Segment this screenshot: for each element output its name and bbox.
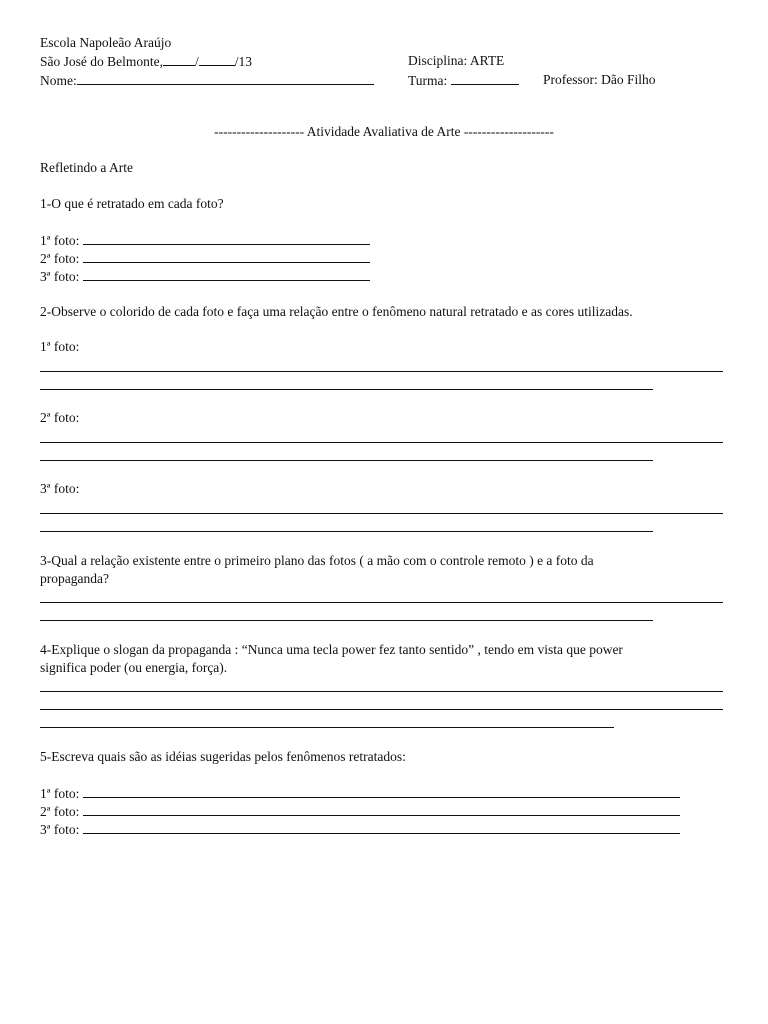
date-line [40, 54, 252, 69]
q2-answer-line[interactable] [40, 531, 653, 532]
page-title: -------------------- Atividade Avaliativa de Arte -------------------- [214, 124, 554, 139]
day-blank[interactable] [163, 54, 195, 66]
q3-answer-line[interactable] [40, 602, 723, 603]
q1-answer-3 [40, 269, 370, 284]
q3-answer-line[interactable] [40, 620, 653, 621]
month-blank[interactable] [199, 54, 235, 66]
q2-answer-line[interactable] [40, 371, 723, 372]
q4-answer-line[interactable] [40, 727, 614, 728]
question-5: 5-Escreva quais são as idéias sugeridas pelos fenômenos retratados: [40, 749, 406, 764]
q1-blank-1[interactable] [83, 233, 370, 245]
q5-blank-3[interactable] [83, 822, 680, 834]
q1-blank-3[interactable] [83, 269, 370, 281]
question-2: 2-Observe o colorido de cada foto e faça uma relação entre o fenômeno natural retratado e as cores utilizadas. [40, 304, 633, 319]
q1-label-3: 3ª foto: [40, 269, 80, 284]
city-label: São José do Belmonte, [40, 54, 163, 69]
name-label: Nome: [40, 73, 77, 88]
q5-label-1: 1ª foto: [40, 786, 80, 801]
class-blank[interactable] [451, 73, 519, 85]
date-separator: / [195, 54, 199, 69]
class-line [408, 73, 519, 88]
q2-answer-line[interactable] [40, 389, 653, 390]
question-3-line-1: 3-Qual a relação existente entre o primeiro plano das fotos ( a mão com o controle remoto ) e a foto da [40, 553, 594, 568]
q2-answer-line[interactable] [40, 513, 723, 514]
class-label: Turma: [408, 73, 448, 88]
question-4-line-2: significa poder (ou energia, força). [40, 660, 228, 675]
q2-label-3: 3ª foto: [40, 481, 80, 496]
name-line [40, 73, 374, 88]
q2-label-2: 2ª foto: [40, 410, 80, 425]
discipline: Disciplina: ARTE [408, 53, 505, 68]
q5-answer-2 [40, 804, 680, 819]
question-3-line-2: propaganda? [40, 571, 109, 586]
q5-label-3: 3ª foto: [40, 822, 80, 837]
q1-label-1: 1ª foto: [40, 233, 80, 248]
teacher: Professor: Dão Filho [543, 72, 656, 87]
q2-answer-line[interactable] [40, 442, 723, 443]
question-1: 1-O que é retratado em cada foto? [40, 196, 224, 211]
q2-answer-line[interactable] [40, 460, 653, 461]
q4-answer-line[interactable] [40, 709, 723, 710]
q5-label-2: 2ª foto: [40, 804, 80, 819]
q5-blank-1[interactable] [83, 786, 680, 798]
q5-answer-1 [40, 786, 680, 801]
question-4-line-1: 4-Explique o slogan da propaganda : “Nunca uma tecla power fez tanto sentido” , tendo em vista que power [40, 642, 623, 657]
year-label: /13 [234, 54, 253, 69]
q5-blank-2[interactable] [83, 804, 680, 816]
subtitle: Refletindo a Arte [40, 160, 133, 175]
name-blank[interactable] [77, 73, 374, 85]
q1-label-2: 2ª foto: [40, 251, 80, 266]
q1-blank-2[interactable] [83, 251, 370, 263]
q5-answer-3 [40, 822, 680, 837]
q2-label-1: 1ª foto: [40, 339, 80, 354]
q1-answer-2 [40, 251, 370, 266]
school-name: Escola Napoleão Araújo [40, 35, 172, 50]
q4-answer-line[interactable] [40, 691, 723, 692]
q1-answer-1 [40, 233, 370, 248]
